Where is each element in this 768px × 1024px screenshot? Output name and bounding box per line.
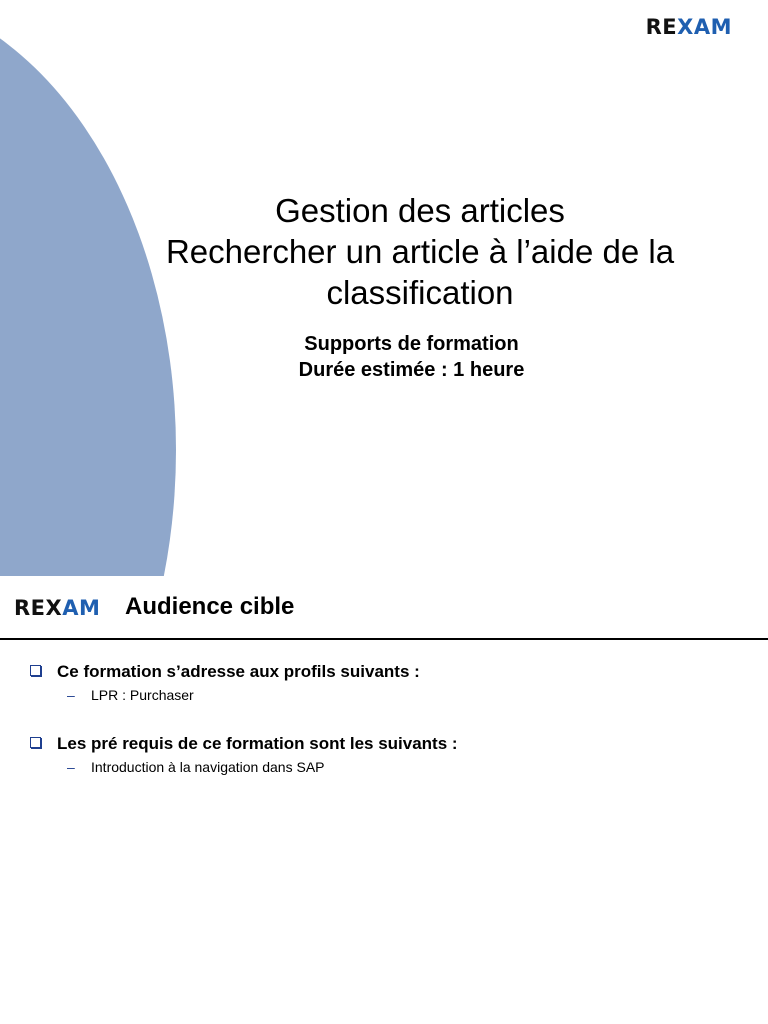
dash-icon: – — [67, 687, 75, 703]
logo-text-re: RE — [14, 596, 46, 620]
logo-text-x: X — [45, 596, 63, 620]
subtitle-line-2: Durée estimée : 1 heure — [298, 359, 525, 381]
bullet-list — [30, 662, 750, 806]
slide2-content — [0, 576, 768, 1024]
subtitle-line-1: Supports de formation — [304, 333, 519, 355]
list-item — [30, 662, 750, 704]
sub-list-item — [67, 758, 750, 776]
title-line-1: Gestion des articles — [275, 192, 565, 229]
bullet-text: Ce formation s’adresse aux profils suivants : — [57, 662, 420, 681]
title-line-3: classification — [326, 274, 514, 311]
logo-text-x: X — [677, 15, 694, 39]
rexam-logo — [646, 14, 732, 40]
slide-subtitle — [190, 331, 633, 383]
checkbox-icon — [30, 665, 41, 676]
bullet-text: Les pré requis de ce formation sont les suivants : — [57, 734, 458, 753]
list-item — [30, 734, 750, 776]
logo-text-am: AM — [62, 596, 101, 620]
sub-bullet-text: LPR : Purchaser — [91, 687, 194, 703]
slide-heading: Audience cible — [125, 593, 295, 620]
heading-divider — [0, 638, 768, 640]
slide-main-title — [150, 190, 690, 313]
sub-list-item — [67, 686, 750, 704]
logo-text-am: AM — [693, 15, 732, 39]
checkbox-icon — [30, 737, 41, 748]
sub-bullet-text: Introduction à la navigation dans SAP — [91, 759, 325, 775]
logo-text-re: RE — [645, 15, 678, 39]
title-line-2: Rechercher un article à l’aide de la — [165, 233, 675, 270]
dash-icon: – — [67, 759, 75, 775]
